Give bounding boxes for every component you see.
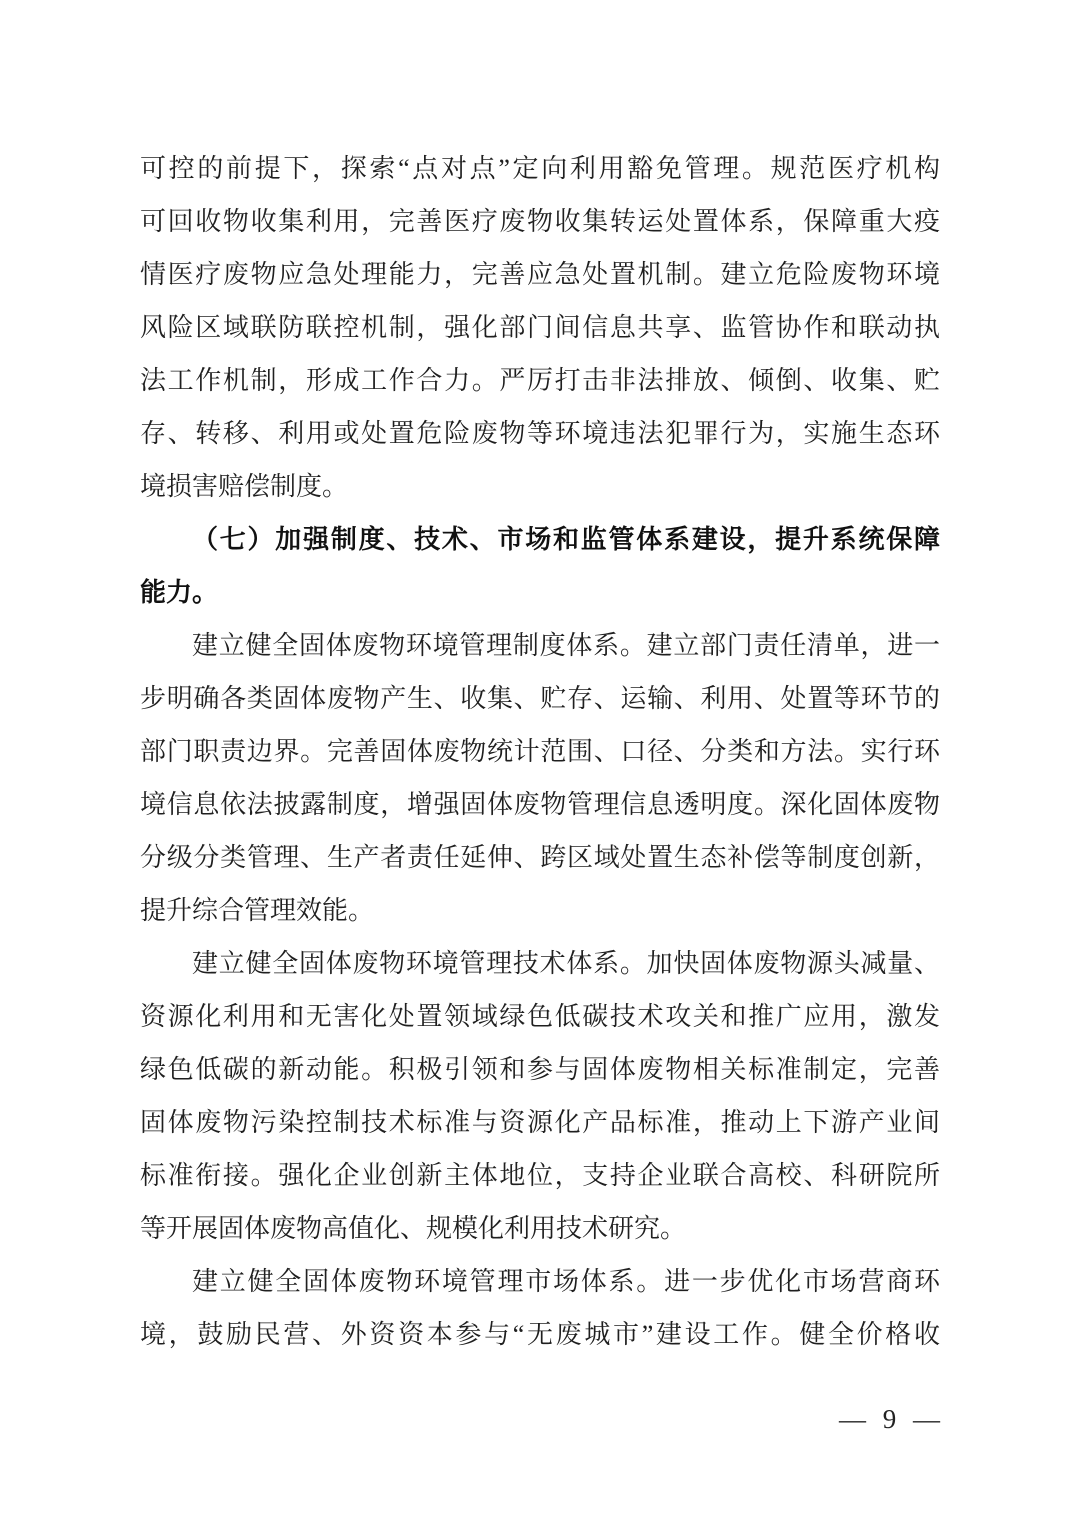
text-line: 法工作机制，形成工作合力。严厉打击非法排放、倾倒、收集、贮 xyxy=(140,366,940,395)
text-line: 可控的前提下，探索“点对点”定向利用豁免管理。规范医疗机构 xyxy=(140,154,940,183)
text-line: 建立健全固体废物环境管理制度体系。建立部门责任清单，进一 xyxy=(192,631,940,660)
text-line: 标准衔接。强化企业创新主体地位，支持企业联合高校、科研院所 xyxy=(140,1161,940,1190)
text-line: 固体废物污染控制技术标准与资源化产品标准，推动上下游产业间 xyxy=(140,1108,940,1137)
text-line: 等开展固体废物高值化、规模化利用技术研究。 xyxy=(140,1214,687,1243)
text-line: 提升综合管理效能。 xyxy=(140,896,375,925)
section-heading-line: （七）加强制度、技术、市场和监管体系建设，提升系统保障 xyxy=(192,524,940,554)
text-line: 境信息依法披露制度，增强固体废物管理信息透明度。深化固体废物 xyxy=(140,790,940,819)
text-line: 建立健全固体废物环境管理技术体系。加快固体废物源头减量、 xyxy=(192,949,940,978)
text-line: 分级分类管理、生产者责任延伸、跨区域处置生态补偿等制度创新， xyxy=(140,843,940,872)
text-line: 建立健全固体废物环境管理市场体系。进一步优化市场营商环 xyxy=(192,1267,940,1296)
text-line: 资源化利用和无害化处置领域绿色低碳技术攻关和推广应用，激发 xyxy=(140,1002,940,1031)
text-block xyxy=(140,142,940,1361)
text-line: 可回收物收集利用，完善医疗废物收集转运处置体系，保障重大疫 xyxy=(140,207,940,236)
text-line: 部门职责边界。完善固体废物统计范围、口径、分类和方法。实行环 xyxy=(140,737,940,766)
text-line: 情医疗废物应急处理能力，完善应急处置机制。建立危险废物环境 xyxy=(140,260,940,289)
section-heading-line: 能力。 xyxy=(140,577,219,607)
text-line: 境损害赔偿制度。 xyxy=(140,472,349,501)
text-line: 步明确各类固体废物产生、收集、贮存、运输、利用、处置等环节的 xyxy=(140,684,940,713)
text-line: 存、转移、利用或处置危险废物等环境违法犯罪行为，实施生态环 xyxy=(140,419,940,448)
text-line: 绿色低碳的新动能。积极引领和参与固体废物相关标准制定，完善 xyxy=(140,1055,940,1084)
page-number: — 9 — xyxy=(839,1404,940,1434)
text-line: 风险区域联防联控机制，强化部门间信息共享、监管协作和联动执 xyxy=(140,313,940,342)
text-line: 境，鼓励民营、外资资本参与“无废城市”建设工作。健全价格收 xyxy=(140,1320,940,1349)
